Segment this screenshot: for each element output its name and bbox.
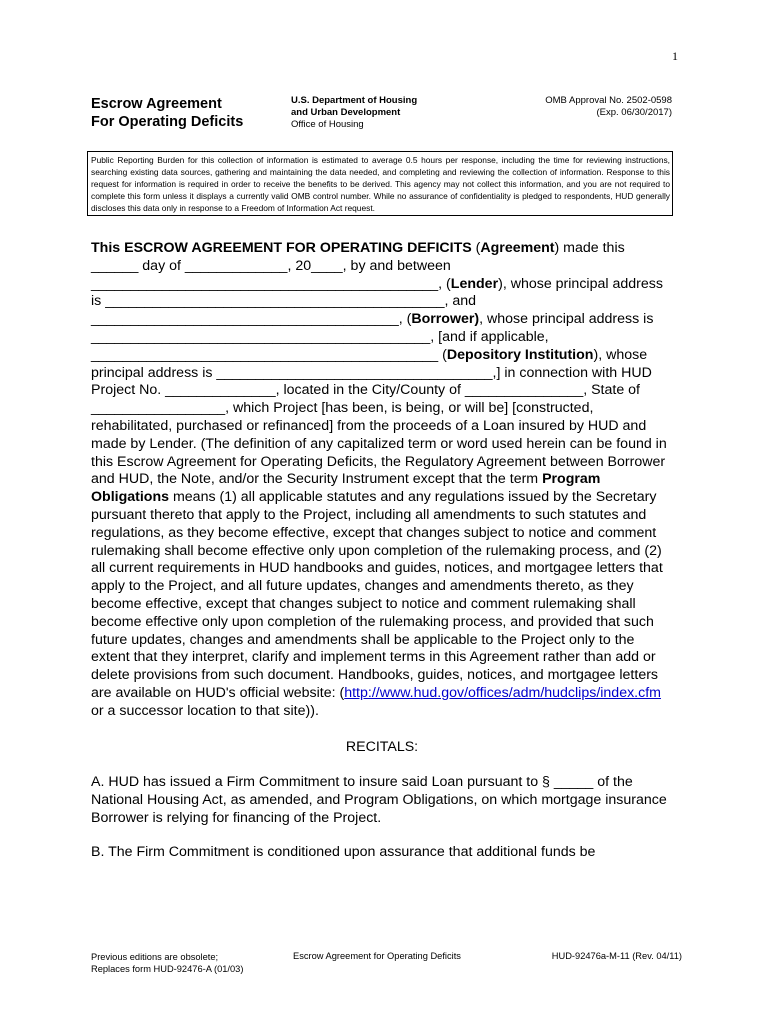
term-borrower: Borrower) (411, 311, 480, 328)
document-title (91, 95, 243, 131)
omb-approval (520, 95, 672, 119)
term-program-obligations: Program Obligations (91, 471, 601, 506)
burden-notice: Public Reporting Burden for this collection of information is estimated to average 0.5 hours per response, including the time for reviewing instructions, searching existing data sources, gathering and maintaining the data needed, and completing and reviewing the collection of information. Response to this request for information is required in order to receive the benefits to be derived. This agency may not collect this information, and you are not required to complete this form unless it displays a currently valid OMB control number. While no assurance of confidentiality is pledged to respondents, HUD generally discloses this data only in response to a Freedom of Information Act request. (87, 151, 673, 216)
text-run: ( (471, 240, 481, 256)
recital-b: B. The Firm Commitment is conditioned upon assurance that additional funds be (91, 843, 596, 860)
opening-paragraph (91, 240, 673, 721)
agreement-heading: This ESCROW AGREEMENT FOR OPERATING DEFICITS (91, 240, 472, 256)
recital-a: A. HUD has issued a Firm Commitment to insure said Loan pursuant to § _____ of the National Housing Act, as amended, and Program Obligations, on which mortgage insurance Borrower is relying for financing of the Project. (91, 774, 667, 826)
footer-form-title: Escrow Agreement for Operating Deficits (293, 951, 461, 961)
text-run: means (1) all applicable statutes and any regulations issued by the Secretary pursuant thereto that apply to the Project, including all amendments to such statutes and regulations, as they become effective, except that changes subject to notice and comment rulemaking shall become effective only upon completion of the rulemaking process, and (2) all current requirements in HUD handbooks and guides, notices, and mortgagee letters that apply to the Project, and all future updates, changes and amendments thereto, as they become effective, except that changes subject to notice and comment rulemaking shall become effective only upon completion of the rulemaking process, and provided that such future updates, changes and amendments shall be applicable to the Project only to the extent that they interpret, clarify and implement terms in this Agreement rather than add or delete provisions from such document. Handbooks, guides, notices, and mortgagee letters are available on HUD's official website: ( (91, 489, 663, 701)
footer-left-line-2: Replaces form HUD-92476-A (01/03) (91, 964, 244, 974)
text-run: ), whose principal address is ___________________________________,] in connection with HUD Project No. ______________, located in the City/County of _______________, State of _________________, which Project [has been, is being, or will be] [constructed, rehabilitated, purchased or refinanced] from the proceeds of a Loan insured by HUD and made by Lender. (The definition of any capitalized term or word used herein can be found in this Escrow Agreement for Operating Deficits, the Regulatory Agreement between Borrower and HUD, the Note, and/or the Security Instrument except that the term (91, 346, 667, 488)
agency-block (291, 95, 417, 131)
title-line-1: Escrow Agreement (91, 96, 222, 112)
footer-left-line-1: Previous editions are obsolete; (91, 952, 219, 962)
agreement-body (91, 240, 673, 862)
term-lender: Lender (450, 275, 499, 292)
omb-expiration: (Exp. 06/30/2017) (596, 107, 672, 118)
agency-line-3: Office of Housing (291, 119, 364, 130)
footer-form-number: HUD-92476a-M-11 (Rev. 04/11) (551, 951, 682, 961)
agency-line-2: and Urban Development (291, 107, 401, 118)
footer-obsolete-note (91, 951, 243, 975)
text-run: , whose principal address is ___________________________________________, [and if applicable, ____________________________________________ ( (91, 311, 654, 363)
text-run: or a successor location to that site)). (91, 702, 319, 719)
omb-number: OMB Approval No. 2502-0598 (545, 95, 672, 106)
recitals-heading: RECITALS: (345, 738, 419, 755)
hudclips-link[interactable]: http://www.hud.gov/offices/adm/hudclips/index.cfm (344, 684, 661, 701)
term-depository-institution: Depository Institution (446, 346, 594, 363)
term-agreement: Agreement (480, 240, 555, 256)
text-run: ), whose principal address is ___________________________________________, and _______________________________________, ( (91, 275, 663, 328)
agency-line-1: U.S. Department of Housing (291, 95, 418, 106)
page-number: 1 (672, 49, 678, 63)
title-line-2: For Operating Deficits (91, 114, 244, 130)
text-run: ) made this ______ day of _____________, 20____, by and between ____________________________________________, ( (91, 240, 625, 292)
